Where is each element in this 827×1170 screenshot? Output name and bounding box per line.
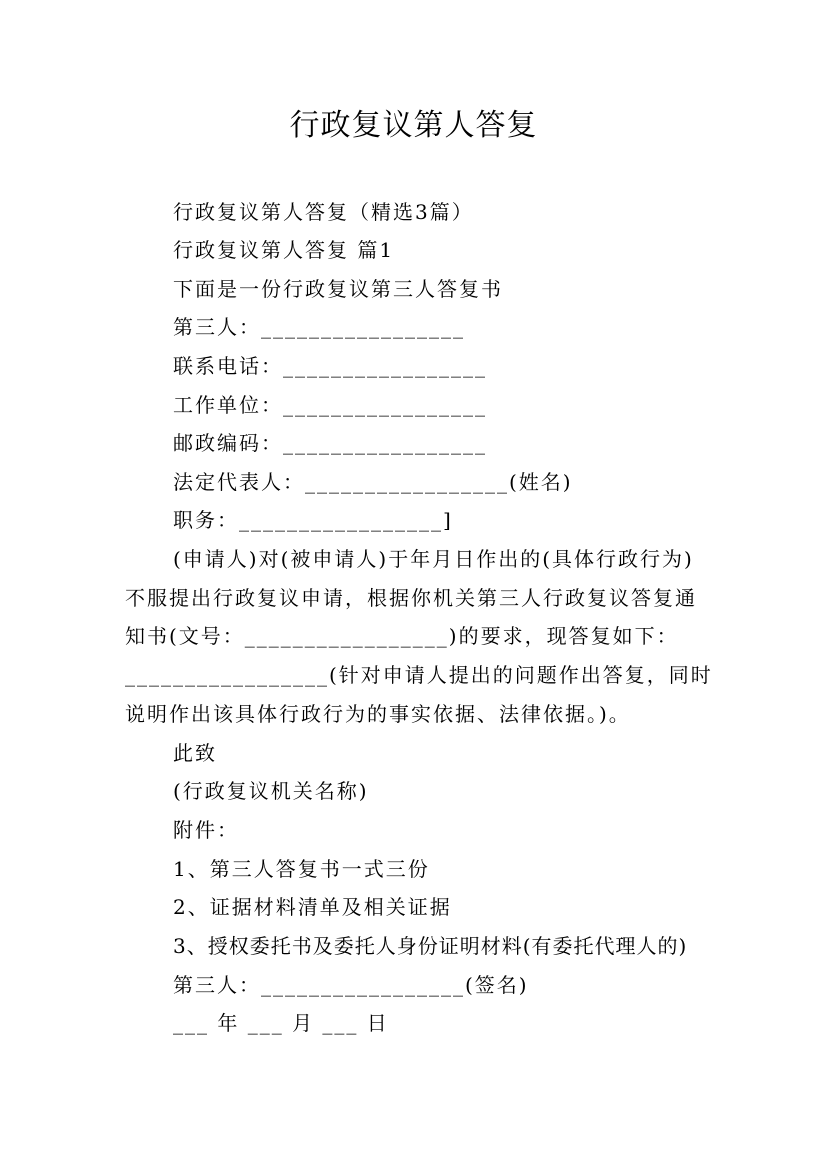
agency-name: (行政复议机关名称) (173, 779, 369, 803)
legal-rep-field: 法定代表人：_________________(姓名) (173, 470, 573, 494)
body-line-5: 说明作出该具体行政行为的事实依据、法律依据。)。 (125, 702, 631, 726)
document-title: 行政复议第人答复 (289, 108, 538, 143)
body-line-1: (申请人)对(被申请人)于年月日作出的(具体行政行为) (173, 547, 694, 571)
position-field: 职务：_________________] (173, 508, 453, 532)
body-line-4: _________________(针对申请人提出的问题作出答复，同时 (125, 663, 713, 687)
attachment-item-3: 3、授权委托书及委托人身份证明材料(有委托代理人的) (173, 934, 688, 958)
body-line-3: 知书(文号：_________________)的要求，现答复如下： (125, 624, 679, 648)
signature-field: 第三人：_________________(签名) (173, 973, 529, 997)
intro-line: 下面是一份行政复议第三人答复书 (173, 277, 503, 301)
date-field: ___ 年 ___ 月 ___ 日 (173, 1011, 389, 1035)
work-unit-field: 工作单位：_________________ (173, 393, 487, 417)
postal-code-field: 邮政编码：_________________ (173, 431, 487, 455)
third-party-field: 第三人：_________________ (173, 315, 465, 339)
attachment-item-2: 2、证据材料清单及相关证据 (173, 895, 452, 919)
section-heading: 行政复议第人答复 篇1 (173, 238, 395, 262)
body-line-2: 不服提出行政复议申请，根据你机关第三人行政复议答复通 (125, 586, 697, 610)
attachment-item-1: 1、第三人答复书一式三份 (173, 857, 430, 881)
attachments-label: 附件： (173, 818, 239, 842)
subtitle-line: 行政复议第人答复（精选3篇） (173, 200, 474, 224)
salutation: 此致 (173, 741, 217, 765)
phone-field: 联系电话：_________________ (173, 354, 487, 378)
